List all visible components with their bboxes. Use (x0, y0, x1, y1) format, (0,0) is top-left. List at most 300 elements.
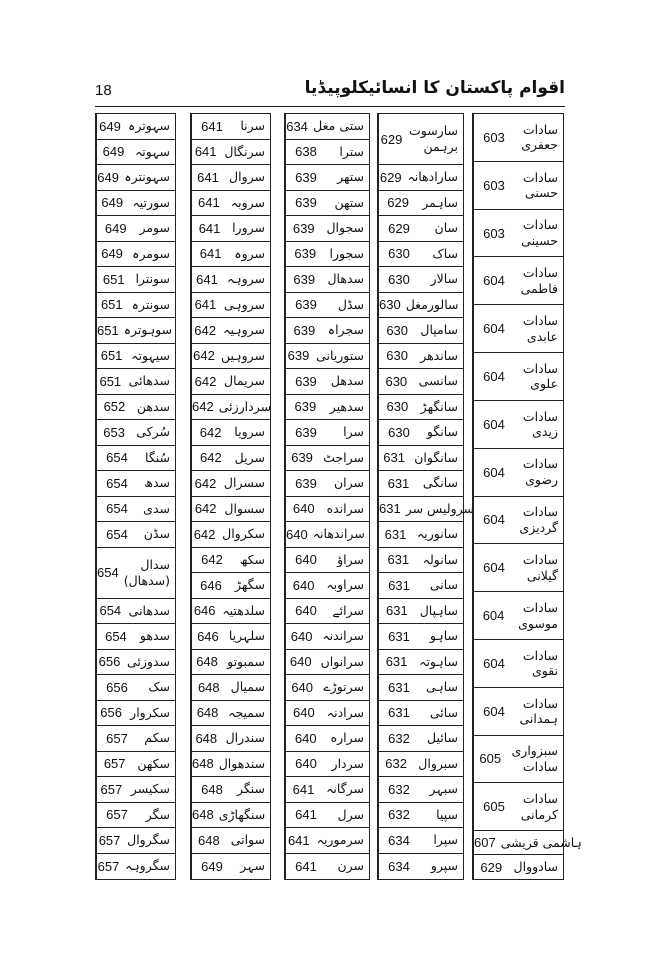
page-reference: 641 (191, 114, 232, 139)
table-row (96, 191, 175, 217)
table-row (473, 640, 563, 688)
page-reference: 642 (191, 318, 218, 343)
page-reference: 639 (285, 293, 326, 318)
table-column-4 (377, 113, 474, 880)
table-row (96, 726, 175, 752)
tribe-name (130, 267, 175, 292)
tribe-name (230, 573, 270, 598)
tribe-name-text: سندرال (225, 730, 265, 746)
table-row (378, 624, 463, 650)
table-row (191, 548, 270, 574)
tribe-name-text: سارسوت (408, 123, 458, 139)
tribe-name-text: سرنگال (224, 143, 265, 159)
table-row (378, 318, 463, 344)
tribe-name (326, 752, 369, 777)
table-row (191, 369, 270, 395)
table-row (473, 783, 563, 831)
tribe-name-text: ساہوتہ (419, 653, 458, 669)
table-row (378, 573, 463, 599)
tribe-name-text: سپیا (436, 806, 458, 822)
page-reference: 657 (96, 828, 122, 853)
tribe-name-text: سک (148, 679, 170, 695)
tribe-name-text: سہونترہ (124, 169, 170, 185)
table-row (285, 548, 369, 574)
page-reference: 639 (285, 267, 322, 292)
tribe-name-text: سکروار (130, 704, 170, 720)
tribe-name-text: سادات (522, 121, 558, 137)
page-reference: 642 (191, 497, 219, 522)
page-reference: 641 (285, 803, 326, 828)
page-reference: 646 (191, 624, 224, 649)
tribe-name-text: سکھ (239, 551, 265, 567)
tribe-name-text: سروہی (223, 296, 265, 312)
page-reference: 629 (378, 114, 404, 164)
tribe-name-text: سپرو (430, 858, 458, 874)
table-row (378, 701, 463, 727)
page-reference: 640 (285, 573, 321, 598)
page-reference: 639 (285, 420, 326, 445)
table-row (473, 401, 563, 449)
tribe-name-text: سومرہ (132, 245, 170, 261)
tribe-name-text: سران (333, 475, 364, 491)
page-reference: 654 (96, 522, 137, 547)
page-reference: 631 (378, 650, 414, 675)
tribe-name (127, 242, 175, 267)
tribe-name (219, 369, 270, 394)
page-reference: 657 (96, 726, 137, 751)
page-reference: 630 (378, 369, 414, 394)
table-row (285, 267, 369, 293)
book-title: اقوام پاکستان کا انسائیکلوپیڈیا (304, 78, 565, 98)
tribe-name-text: سُرکی (136, 424, 170, 440)
table-row (285, 114, 369, 140)
page-reference: 639 (285, 318, 323, 343)
tribe-name (321, 777, 369, 802)
tribe-name-text: سروہیں (220, 347, 265, 363)
tribe-name-text: سانسی (418, 373, 458, 389)
tribe-name (419, 420, 463, 445)
tribe-name-text: ہاشمی قریشی (500, 834, 582, 850)
table-row (473, 544, 563, 592)
tribe-name-text: سلہریا (228, 628, 265, 644)
table-row (96, 267, 175, 293)
table-row (473, 831, 582, 855)
tribe-name-text: ساہو (429, 628, 458, 644)
page-reference: 648 (191, 803, 214, 828)
tribe-name-text: سادات (522, 647, 558, 663)
tribe-name-text: سروبہ (230, 194, 265, 210)
page-reference: 629 (473, 855, 509, 879)
table-row (191, 446, 270, 472)
tribe-name-text: سڈل (337, 296, 364, 312)
tribe-name-text: سالار (430, 271, 458, 287)
tribe-name (131, 420, 175, 445)
table-row (285, 624, 369, 650)
tribe-name-text: سہر (240, 858, 265, 874)
tribe-name-text: ستوریانی (316, 347, 364, 363)
tribe-name (120, 854, 175, 880)
table-row (378, 777, 463, 803)
tribe-name-text: سروہہ (226, 271, 265, 287)
page-reference: 631 (378, 573, 419, 598)
page-reference: 651 (96, 293, 127, 318)
table-row (473, 736, 563, 784)
tribe-name-text: سدھو (139, 628, 170, 644)
page-reference: 648 (191, 752, 214, 777)
tribe-name-text: سکھن (137, 755, 170, 771)
tribe-name-text: سڈن (143, 526, 170, 542)
page-reference: 640 (285, 701, 322, 726)
page-reference: 649 (96, 114, 123, 139)
page-reference: 632 (378, 752, 413, 777)
page-reference: 631 (378, 497, 401, 522)
tribe-name (514, 449, 563, 496)
tribe-name (417, 191, 463, 216)
table-row (378, 216, 463, 242)
page-reference: 648 (191, 650, 222, 675)
table-row (285, 777, 369, 803)
page-reference: 648 (191, 777, 232, 802)
tribe-name-subline: گردیزی (519, 519, 558, 535)
page-reference: 603 (473, 210, 514, 257)
tribe-name (418, 548, 463, 573)
tribe-name (401, 497, 479, 522)
page-reference: 640 (285, 624, 317, 649)
table-row (96, 599, 175, 625)
table-row (191, 114, 270, 140)
tribe-name-text: سسوال (224, 500, 265, 516)
table-row (378, 293, 463, 319)
table-row (378, 242, 463, 268)
page-reference: 630 (378, 242, 419, 267)
tribe-name (419, 216, 463, 241)
table-row (191, 165, 270, 191)
table-row (191, 497, 270, 523)
page-reference: 646 (191, 573, 230, 598)
tribe-name-text: سادووال (513, 859, 558, 875)
tribe-name (217, 599, 270, 624)
tribe-name-text: سراره (330, 730, 364, 746)
tribe-name-subline: علوی (530, 376, 558, 392)
tribe-name (514, 114, 563, 161)
tribe-name-text: سرا (343, 424, 364, 440)
table-row (191, 267, 270, 293)
tribe-name (125, 701, 175, 726)
tribe-name-text: سانگی (422, 475, 458, 491)
page-reference: 640 (285, 522, 308, 547)
page-reference: 641 (191, 165, 224, 190)
tribe-name-text: سبہر (429, 781, 458, 797)
tribe-name (124, 599, 175, 624)
page-reference: 631 (378, 471, 418, 496)
tribe-name (123, 114, 175, 139)
table-row (378, 497, 474, 523)
page-reference: 657 (96, 777, 126, 802)
tribe-name (232, 114, 270, 139)
table-row (191, 828, 270, 854)
tribe-name (222, 267, 270, 292)
page-reference: 641 (285, 828, 312, 853)
table-row (285, 675, 369, 701)
table-row (191, 624, 270, 650)
tribe-name-text: سواتی (230, 832, 265, 848)
page-header (95, 78, 565, 106)
tribe-name (419, 267, 463, 292)
page-reference: 639 (285, 165, 326, 190)
table-row (378, 471, 463, 497)
page-reference: 604 (473, 592, 513, 639)
tribe-name (419, 242, 463, 267)
page-reference: 657 (96, 752, 132, 777)
table-row (191, 752, 270, 778)
tribe-name (414, 369, 463, 394)
tribe-name-text: سترا (339, 143, 364, 159)
tribe-name (232, 777, 270, 802)
tribe-name (226, 675, 270, 700)
tribe-name-text: سرل (337, 806, 364, 822)
tribe-name (415, 344, 463, 369)
table-row (96, 165, 175, 191)
page-reference: 639 (285, 344, 311, 369)
page-reference: 630 (378, 395, 416, 420)
tribe-name-text: سرائے (332, 602, 364, 618)
page-reference: 641 (191, 267, 222, 292)
page-reference: 640 (285, 650, 316, 675)
tribe-name (413, 752, 463, 777)
tribe-name-text: سانوریہ (416, 526, 458, 542)
tribe-name (316, 650, 369, 675)
page-reference: 634 (378, 854, 419, 880)
page-reference: 642 (191, 446, 230, 471)
table-row (191, 675, 270, 701)
tribe-name (135, 624, 175, 649)
tribe-name (317, 624, 369, 649)
tribe-name (419, 854, 463, 880)
tribe-name-text: سکروال (222, 526, 265, 542)
page-reference: 604 (473, 353, 514, 400)
tribe-name-text: سراؤ (337, 551, 364, 567)
tribe-name-text: سادات (522, 552, 558, 568)
tribe-name (326, 165, 369, 190)
tribe-name (126, 344, 175, 369)
tribe-name-text: سگروال (127, 832, 170, 848)
tribe-name (514, 783, 563, 830)
tribe-name (514, 210, 563, 257)
tribe-name-text: سادات (522, 599, 558, 615)
page-reference: 604 (473, 688, 514, 735)
tribe-name-text: سارادھانہ (407, 169, 458, 185)
tribe-name-text: سانگو (426, 424, 458, 440)
table-row (96, 828, 175, 854)
table-row (378, 114, 463, 165)
tribe-name-subline: برہمن (423, 139, 458, 154)
tribe-name (227, 216, 270, 241)
page-reference: 604 (473, 305, 514, 352)
tribe-name-text: سانگھڑ (420, 398, 458, 414)
table-row (285, 395, 369, 421)
page-reference: 630 (378, 293, 401, 318)
tribe-name (404, 114, 463, 164)
tribe-name (137, 726, 175, 751)
page-reference: 649 (96, 242, 127, 267)
table-row (473, 210, 563, 258)
page-reference: 657 (96, 854, 120, 880)
tribe-name (326, 191, 369, 216)
table-row (96, 675, 175, 701)
table-row (285, 318, 369, 344)
tribe-name-text: سرتوڑے (323, 679, 364, 695)
page-reference: 651 (96, 369, 124, 394)
tribe-name (514, 162, 563, 209)
page-reference: 641 (285, 777, 321, 802)
table-row (285, 216, 369, 242)
table-row (473, 855, 563, 879)
tribe-name-subline: نقوی (531, 663, 558, 679)
page-reference: 654 (96, 471, 137, 496)
tribe-name-text: سرورا (232, 220, 265, 236)
table-row (285, 726, 369, 752)
tribe-name-text: سادات (522, 169, 558, 185)
tribe-name (137, 522, 175, 547)
tribe-name (222, 650, 270, 675)
tribe-name (224, 624, 270, 649)
tribe-name (326, 471, 369, 496)
tribe-name-text: سرویا (234, 424, 265, 440)
tribe-name (326, 803, 369, 828)
page-reference: 632 (378, 803, 419, 828)
page-reference: 641 (285, 854, 326, 880)
tribe-name-text: سرانواں (320, 653, 364, 669)
tribe-name (514, 353, 563, 400)
table-row (96, 216, 175, 242)
page-reference: 630 (378, 267, 419, 292)
table-row (473, 114, 563, 162)
page-reference: 649 (96, 191, 127, 216)
tribe-name (134, 216, 175, 241)
table-row (378, 344, 463, 370)
page-reference: 641 (191, 140, 219, 165)
table-row (378, 191, 463, 217)
tribe-name-text: سریل (234, 449, 265, 465)
tribe-name (137, 497, 175, 522)
page-reference: 654 (96, 548, 119, 598)
tribe-name-text: سونترا (135, 271, 170, 287)
page-reference: 642 (191, 344, 216, 369)
page-reference: 649 (96, 165, 119, 190)
table-column-3 (284, 113, 370, 880)
page-reference: 640 (285, 548, 326, 573)
tribe-name-text: سالورمغل (405, 296, 459, 312)
tribe-name-text: سکم (144, 730, 170, 746)
tribe-name (311, 344, 369, 369)
tribe-name-text: سیہوتہ (131, 347, 170, 363)
tribe-name-text: سرموریہ (316, 832, 364, 848)
page-reference: 649 (96, 216, 134, 241)
tribe-name-text: سبزواری (511, 743, 558, 759)
tribe-name (402, 165, 463, 190)
page-reference: 634 (285, 114, 308, 139)
table-row (285, 242, 369, 268)
tribe-name-text: سلدھتیہ (222, 602, 265, 618)
table-row (285, 191, 369, 217)
tribe-name-text: سمیال (230, 679, 265, 695)
tribe-name (326, 726, 369, 751)
page-reference: 641 (191, 216, 227, 241)
tribe-name (214, 395, 276, 420)
table-row (378, 854, 463, 880)
page-reference: 657 (96, 803, 137, 828)
page-reference: 640 (285, 497, 322, 522)
page-reference: 604 (473, 449, 514, 496)
tribe-name (229, 242, 270, 267)
tribe-name (416, 395, 463, 420)
tribe-name (122, 650, 175, 675)
tribe-name (325, 395, 369, 420)
page-reference: 631 (378, 701, 419, 726)
page-reference: 631 (378, 624, 419, 649)
page-reference: 632 (378, 726, 419, 751)
page-reference: 648 (191, 701, 223, 726)
table-row (191, 191, 270, 217)
tribe-name (122, 828, 175, 853)
table-row (96, 293, 175, 319)
tribe-name (218, 318, 270, 343)
page-reference: 639 (285, 216, 321, 241)
table-row (378, 803, 463, 829)
tribe-name (419, 828, 463, 853)
page-reference: 641 (191, 242, 229, 267)
tribe-name (514, 640, 563, 687)
table-row (473, 688, 563, 736)
page-reference: 631 (378, 522, 412, 547)
page-reference: 639 (285, 446, 318, 471)
table-row (285, 701, 369, 727)
page-reference: 630 (378, 420, 419, 445)
page-reference: 631 (378, 599, 415, 624)
tribe-name-text: سائی (429, 704, 458, 720)
tribe-name-text: سراجٹ (323, 449, 364, 465)
tribe-name-text: ساہی (425, 679, 458, 695)
tribe-name-text: سروہ (234, 245, 265, 261)
tribe-name (321, 573, 369, 598)
table-row (191, 701, 270, 727)
table-row (96, 369, 175, 395)
tribe-name (137, 675, 175, 700)
page-reference: 640 (285, 599, 326, 624)
tribe-name-subline: رضوی (525, 472, 558, 488)
tribe-name (217, 522, 270, 547)
tribe-name-text: سہوتہ (134, 143, 170, 159)
table-row (285, 828, 369, 854)
page-reference: 646 (191, 599, 217, 624)
page-reference: 634 (378, 828, 419, 853)
table-column-5 (472, 113, 582, 880)
page-reference: 639 (285, 242, 324, 267)
tribe-name (126, 777, 175, 802)
table-row (96, 318, 175, 344)
tribe-name (308, 522, 370, 547)
tribe-name (401, 293, 464, 318)
page-number: 18 (95, 82, 112, 99)
table-row (191, 395, 270, 421)
tribe-name-text: ستھر (337, 169, 364, 185)
table-row (285, 752, 369, 778)
table-row (378, 395, 463, 421)
tribe-name-subline: سادات (522, 758, 558, 774)
table-row (191, 140, 270, 166)
tribe-name-text: سومر (139, 220, 170, 236)
tribe-name (216, 344, 270, 369)
